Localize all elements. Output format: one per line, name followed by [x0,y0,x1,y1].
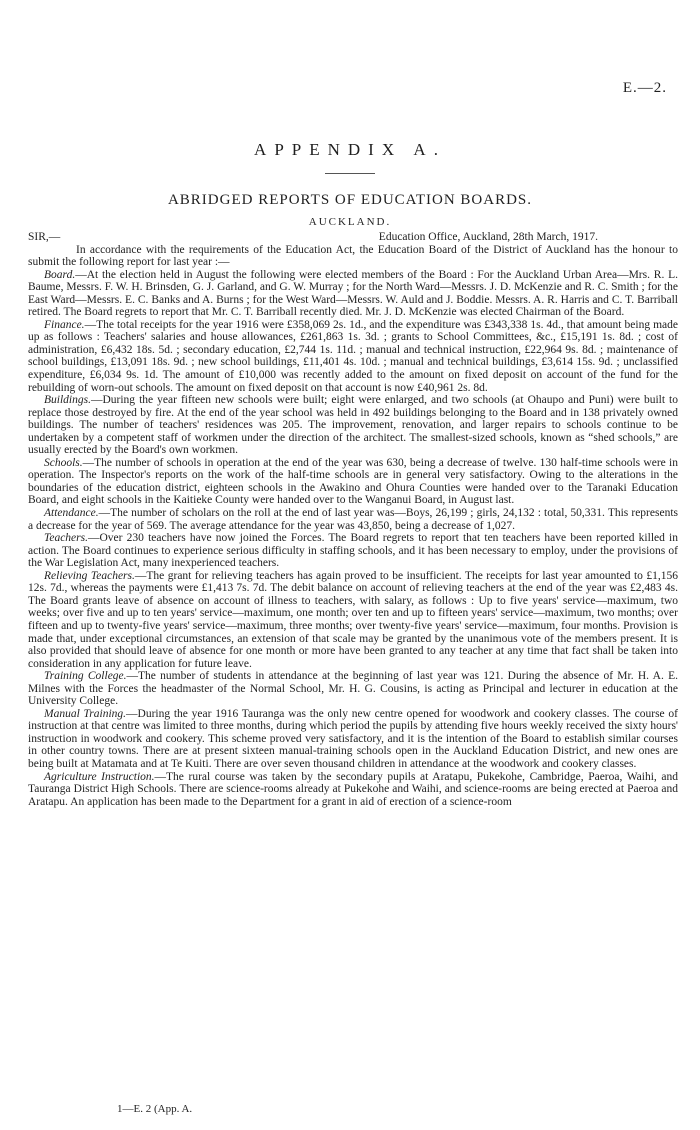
paragraph-heading: Schools. [44,456,83,469]
paragraph-heading: Relieving Teachers. [44,569,135,582]
paragraph-agriculture-instruction: Agriculture Instruction.—The rural course was taken by the secondary pupils at Aratapu, Pukekohe, Cambridge, Paeroa, Waihi, and Tauranga District High Schools. There are science-rooms already at Pukekohe and Waihi, and science-rooms are being erected at Paeroa and Aratapu. An application has been made to the Department for a grant in aid of erection of a science-room [28,770,678,808]
dateline-row [28,231,678,244]
paragraph-relieving-teachers: Relieving Teachers.—The grant for relieving teachers has again proved to be insufficient. The receipts for last year amounted to £1,156 12s. 7d., whereas the payments were £1,413 7s. 7d. The debit balance on account of relieving teachers at the end of the year was £2,483 4s. The Board grants leave of absence on account of illness to teachers, with salary, as follows : Up to five years' service—maximum, two weeks; over five and up to ten years' service—maximum, one month; over ten and up to fifteen years' service—maximum, two months; over fifteen and up to twenty-five years' service—maximum, three months; over twenty-five years' service—maximum, four months. Provision is made that, under exceptional circumstances, an extension of that scale may be granted by the unanimous vote of the members present. It is also provided that should leave of absence for one month or more have been granted to any teacher at any time that fact shall be taken into consideration in any application for future leave. [28,569,678,670]
page-reference: E.—2. [622,80,667,96]
paragraph-heading: Attendance. [44,507,99,520]
paragraph-heading: Training College. [44,670,127,683]
paragraph-heading: Finance. [44,318,85,331]
title-divider [325,173,375,174]
paragraph-schools: Schools.—The number of schools in operation at the end of the year was 630, being a decrease of twelve. 130 half-time schools were in operation. The Inspector's reports on the work of the half-time schools are in general very satisfactory. Owing to the alterations in the boundaries of the education district, eighteen schools in the Awakino and Ohura Counties were handed over to the Taranaki Education Board, and eight schools in the Kaitieke County were handed over to the Wanganui Board, in August last. [28,456,678,507]
paragraph-heading: Teachers. [44,532,88,545]
paragraph-attendance: Attendance.—The number of scholars on the roll at the end of last year was—Boys, 26,199 ; girls, 24,132 : total, 50,331. This represents a decrease for the year of 569. The average attendance for the year was 43,850, being a decrease of 1,027. [28,507,678,532]
paragraph-manual-training: Manual Training.—During the year 1916 Tauranga was the only new centre opened for woodwork and cookery classes. The course of instruction at that centre was limited to three months, during which period the pupils by attending five hours weekly received the sixty hours' instruction in woodwork and cookery. This scheme proved very satisfactory, and it is the intention of the Board to establish similar courses in other country towns. There are at present sixteen manual-training schools open in the Auckland Education District, and new ones are being built at Matamata and at Te Kuiti. There are over seven thousand children in attendance at the woodwork and cookery classes. [28,707,678,770]
salutation: SIR,— [28,231,61,243]
dateline: Education Office, Auckland, 28th March, 1917. [378,231,598,243]
report-title: ABRIDGED REPORTS OF EDUCATION BOARDS. [167,192,533,208]
page-signature: 1—E. 2 (App. A. [117,1103,193,1115]
paragraph-heading: Board. [44,268,76,281]
report-body [28,231,678,808]
board-name: AUCKLAND. [308,216,392,228]
paragraph-heading: Agriculture Instruction. [44,770,155,783]
paragraph-heading: Manual Training. [44,707,127,720]
paragraph-heading: Buildings. [44,394,91,407]
paragraph-buildings: Buildings.—During the year fifteen new schools were built; eight were enlarged, and two schools (at Ohaupo and Puni) were built to replace those destroyed by fire. At the end of the year school was held in 492 buildings belonging to the Board and in 138 privately owned buildings. The number of teachers' residences was 205. The improvement, renovation, and larger repairs to schools continue to be undertaken by a competent staff of workmen under the direction of the architect. The smallest-sized schools, known as “shed schools,” are usually erected by the Board's own workmen. [28,394,678,457]
paragraph-intro: In accordance with the requirements of the Education Act, the Education Board of the District of Auckland has the honour to submit the following report for last year :— [28,243,678,269]
paragraph-finance: Finance.—The total receipts for the year 1916 were £358,069 2s. 1d., and the expenditure was £343,338 1s. 4d., that amount being made up as follows : Teachers' salaries and house allowances, £261,863 1s. 3d. ; grants to School Committees, &c., £15,191 1s. 8d. ; cost of administration, £6,432 18s. 5d. ; secondary education, £2,744 1s. 11d. ; manual and technical instruction, £22,964 9s. 8d. ; maintenance of school buildings, £13,091 18s. 9d. ; new school buildings, £11,401 4s. 10d. ; manual and technical buildings, £3,614 15s. 9d. ; unclassified expenditure, £6,034 9s. 1d. The amount of £10,000 was recently added to the amount on fixed deposit on account of the fund for the rebuilding of worn-out schools. The amount on fixed deposit on that account is now £40,961 2s. 8d. [28,318,678,394]
paragraph-training-college: Training College.—The number of students in attendance at the beginning of last year was 121. During the absence of Mr. H. A. E. Milnes with the Forces the headmaster of the Normal School, Mr. H. G. Cousins, is acting as Principal and lecturer in education at the University College. [28,670,678,708]
paragraph-teachers: Teachers.—Over 230 teachers have now joined the Forces. The Board regrets to report that ten teachers have been reported killed in action. The Board continues to experience serious difficulty in staffing schools, and it has been necessary to employ, under the provisions of the War Legislation Act, many inexperienced teachers. [28,532,678,570]
paragraph-board: Board.—At the election held in August the following were elected members of the Board : For the Auckland Urban Area—Mrs. R. L. Baume, Messrs. F. W. H. Brinsden, G. J. Garland, and G. W. Murray ; for the North Ward—Messrs. J. D. McKenzie and R. C. Smith ; for the East Ward—Messrs. E. C. Banks and A. Burns ; for the West Ward—Messrs. W. Auld and J. Boddie. Messrs. A. R. Harris and C. T. Barriball retired. The Board regrets to report that Mr. C. T. Barriball recently died. Mr. J. D. McKenzie was elected Chairman of the Board. [28,268,678,319]
appendix-title: APPENDIX A. [254,140,446,159]
